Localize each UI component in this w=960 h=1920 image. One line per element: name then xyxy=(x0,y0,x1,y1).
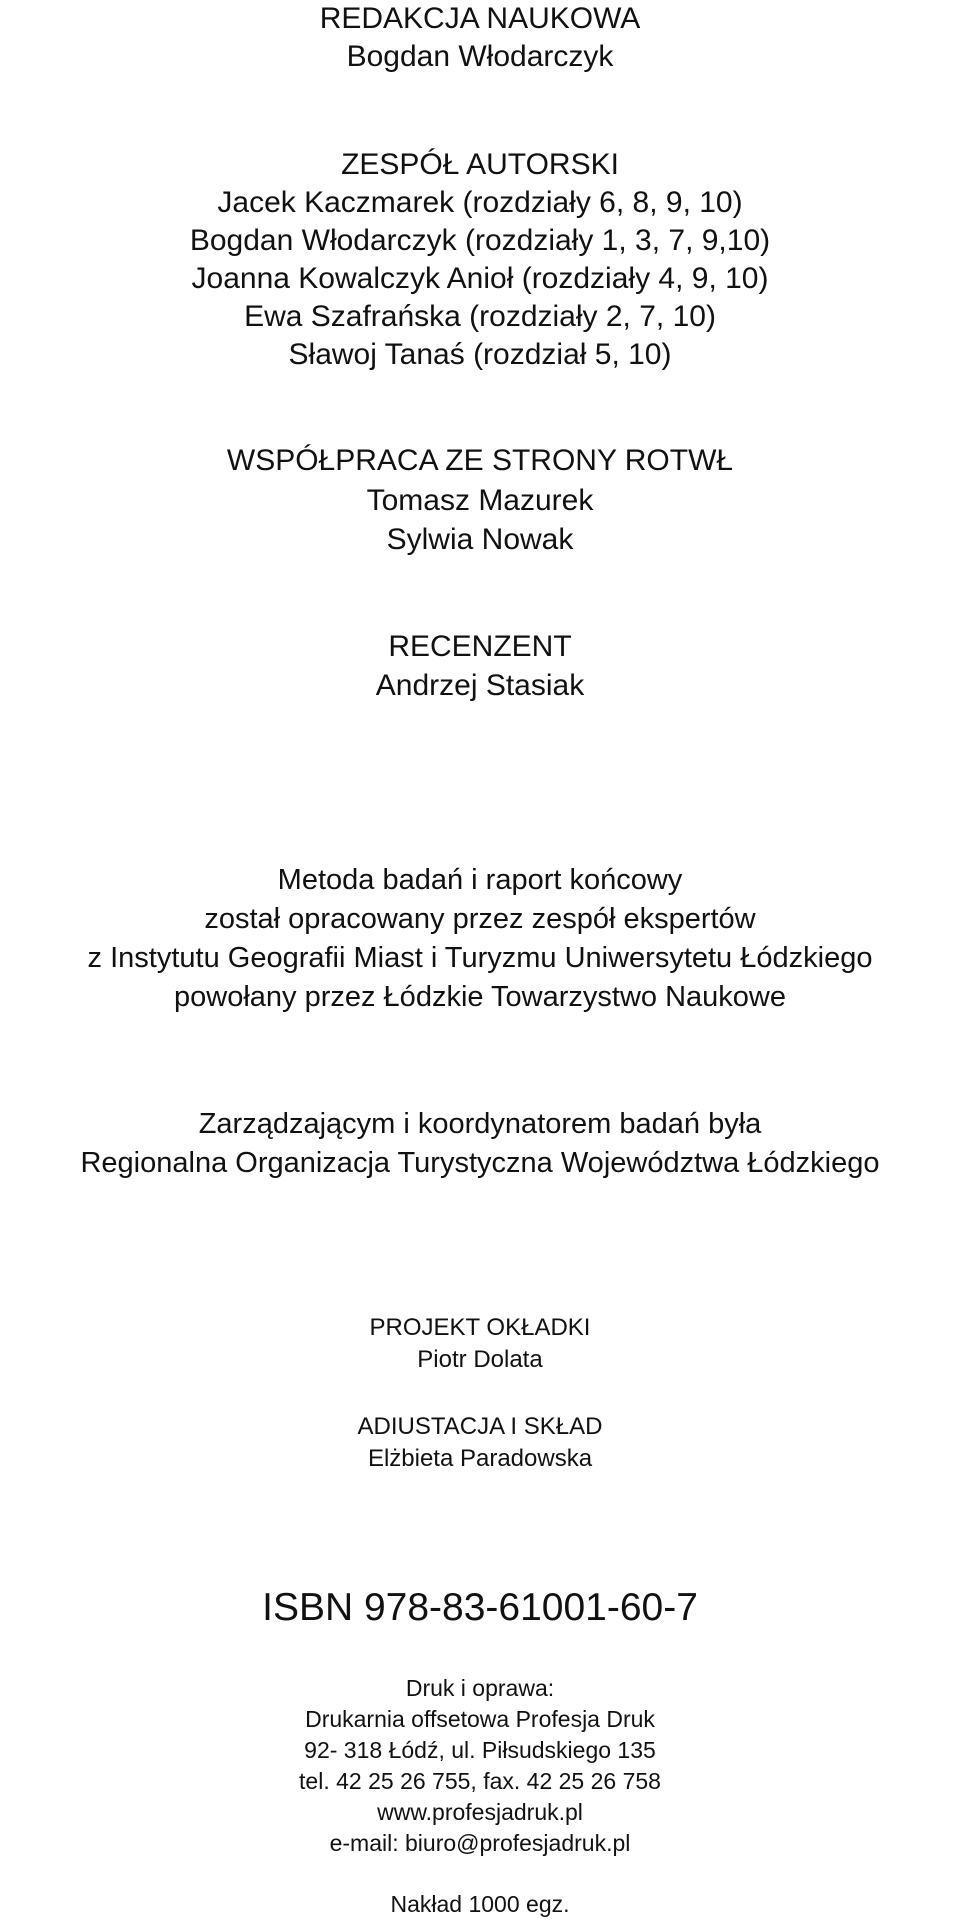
printing-line: 92- 318 Łódź, ul. Piłsudskiego 135 xyxy=(304,1737,656,1763)
method-line: Metoda badań i raport końcowy xyxy=(277,864,683,896)
reviewer-heading: RECENZENT xyxy=(388,630,572,663)
method-line: powołany przez Łódzkie Towarzystwo Naukowe xyxy=(174,981,786,1013)
method-line: został opracowany przez zespół ekspertów xyxy=(204,903,756,935)
reviewer-name: Andrzej Stasiak xyxy=(375,669,585,702)
cooperation-heading: WSPÓŁPRACA ZE STRONY ROTWŁ xyxy=(226,444,734,477)
typesetting-heading: ADIUSTACJA I SKŁAD xyxy=(357,1413,603,1440)
author-line: Jacek Kaczmarek (rozdziały 6, 8, 9, 10) xyxy=(217,186,743,219)
editor-name: Bogdan Włodarczyk xyxy=(346,40,614,73)
management-line: Zarządzającym i koordynatorem badań była xyxy=(198,1108,762,1140)
print-run: Nakład 1000 egz. xyxy=(390,1891,570,1917)
printing-line: Druk i oprawa: xyxy=(405,1675,555,1701)
editorial-heading: REDAKCJA NAUKOWA xyxy=(319,2,641,35)
printing-line: tel. 42 25 26 755, fax. 42 25 26 758 xyxy=(299,1768,661,1794)
typesetting-name: Elżbieta Paradowska xyxy=(367,1445,593,1472)
authors-heading: ZESPÓŁ AUTORSKI xyxy=(341,148,619,181)
cooperation-person: Tomasz Mazurek xyxy=(366,484,594,517)
author-line: Bogdan Włodarczyk (rozdziały 1, 3, 7, 9,10) xyxy=(189,224,771,257)
cooperation-person: Sylwia Nowak xyxy=(386,523,574,556)
author-line: Sławoj Tanaś (rozdział 5, 10) xyxy=(288,338,672,371)
author-line: Ewa Szafrańska (rozdziały 2, 7, 10) xyxy=(244,300,716,333)
author-line: Joanna Kowalczyk Anioł (rozdziały 4, 9, 10) xyxy=(191,262,769,295)
method-line: z Instytutu Geografii Miast i Turyzmu Uniwersytetu Łódzkiego xyxy=(87,942,873,974)
printing-email: e-mail: biuro@profesjadruk.pl xyxy=(329,1830,631,1856)
management-line: Regionalna Organizacja Turystyczna Województwa Łódzkiego xyxy=(80,1147,880,1179)
cover-heading: PROJEKT OKŁADKI xyxy=(369,1314,591,1341)
printing-line: Drukarnia offsetowa Profesja Druk xyxy=(305,1706,655,1732)
isbn: ISBN 978-83-61001-60-7 xyxy=(262,1586,698,1629)
printing-website: www.profesjadruk.pl xyxy=(377,1799,583,1825)
cover-designer-name: Piotr Dolata xyxy=(417,1346,543,1373)
